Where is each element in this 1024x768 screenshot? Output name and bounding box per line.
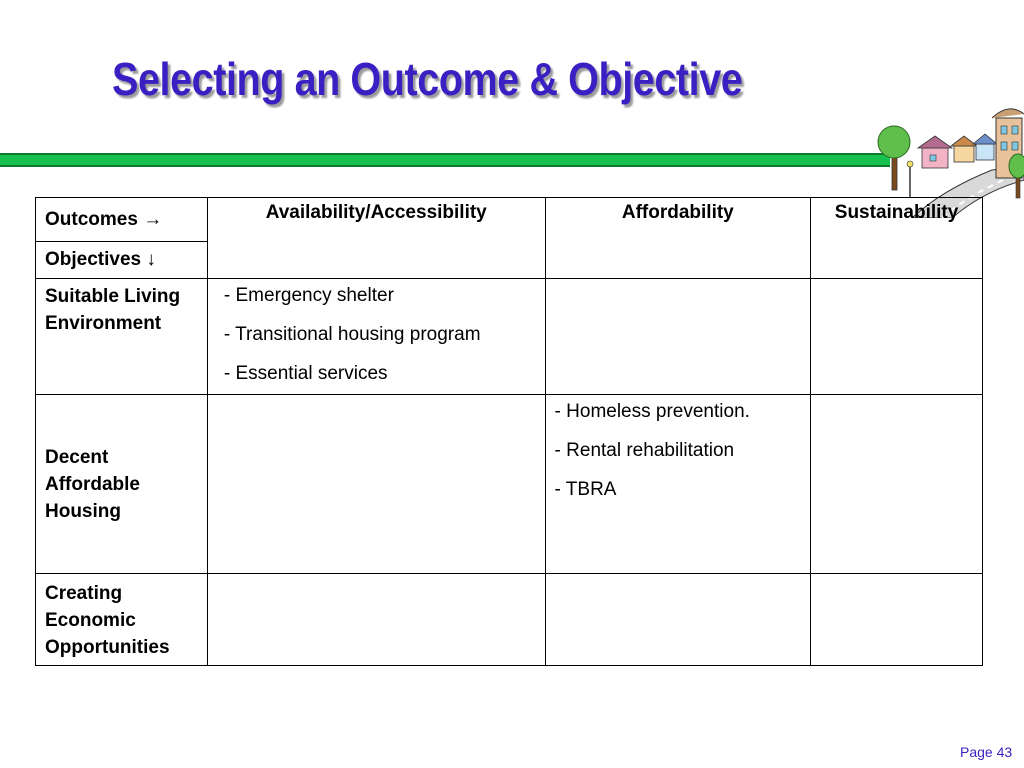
table-cell	[207, 395, 545, 574]
objectives-label-cell: Objectives ↓	[36, 242, 208, 279]
cell-item-list	[224, 285, 536, 385]
list-item: - Emergency shelter	[223, 285, 394, 306]
list-item: - Transitional housing program	[223, 324, 481, 345]
outcomes-label-cell: Outcomes →	[36, 198, 208, 242]
row-header-decent-housing: Decent Affordable Housing	[36, 395, 208, 574]
table-cell	[811, 574, 983, 666]
slide-title: Selecting an Outcome & Objective	[112, 53, 743, 105]
table-cell	[545, 279, 811, 395]
list-item: - Homeless prevention.	[554, 401, 750, 422]
table-cell	[545, 395, 811, 574]
cell-item-list	[555, 401, 802, 501]
table-cell	[207, 574, 545, 666]
list-item: - Essential services	[223, 363, 388, 384]
page-number: Page 43	[960, 744, 1013, 760]
table-cell	[811, 395, 983, 574]
table-cell	[811, 279, 983, 395]
list-item: - TBRA	[554, 479, 617, 500]
list-item: - Rental rehabilitation	[554, 440, 735, 461]
row-header-suitable-living: Suitable Living Environment	[36, 279, 208, 395]
table-cell	[545, 574, 811, 666]
column-header-availability: Availability/Accessibility	[207, 198, 545, 279]
title-divider-bar	[0, 153, 890, 167]
column-header-sustainability: Sustainability	[811, 198, 983, 279]
outcome-objective-table	[35, 197, 983, 666]
row-header-economic-opportunities: Creating Economic Opportunities	[36, 574, 208, 666]
table-cell	[207, 279, 545, 395]
column-header-affordability: Affordability	[545, 198, 811, 279]
